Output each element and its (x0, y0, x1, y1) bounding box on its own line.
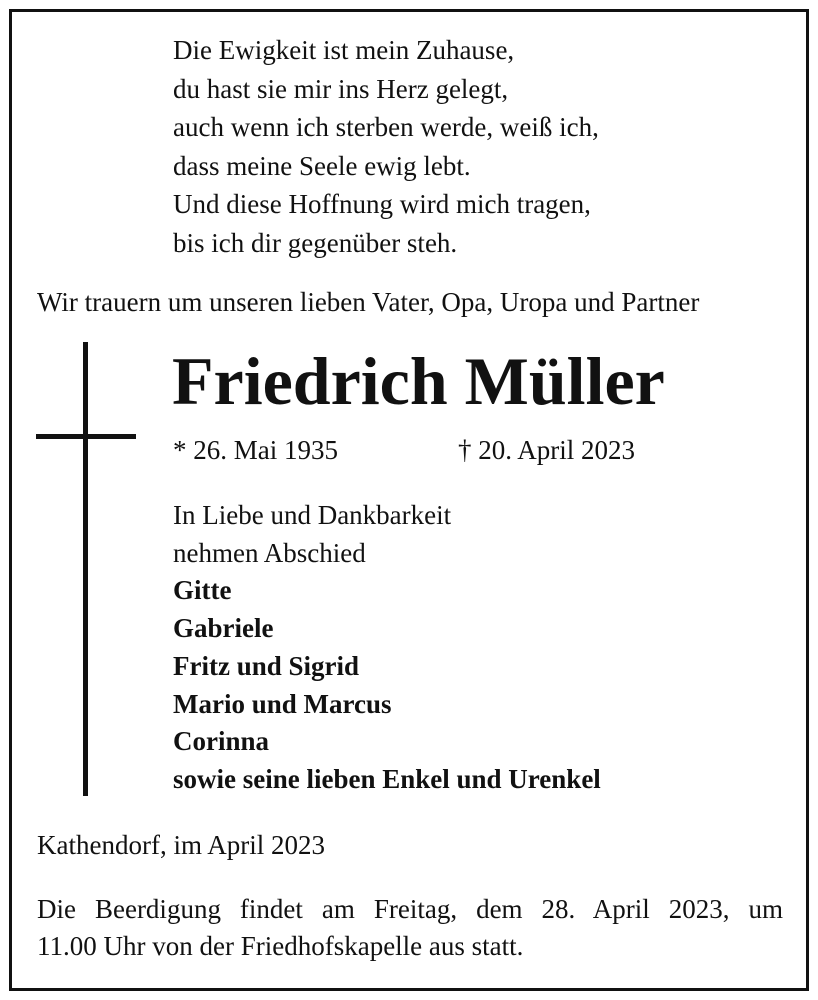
mourner-name: Gitte (173, 575, 232, 606)
poem-line: bis ich dir gegenüber steh. (173, 227, 458, 258)
mourner-name: Fritz und Sigrid (173, 650, 360, 681)
funeral-line: 11.00 Uhr von der Friedhofskapelle aus statt. (37, 931, 524, 961)
cross-icon-bar (36, 434, 136, 439)
mourning-intro: Wir trauern um unseren lieben Vater, Opa, Uropa und Partner (37, 287, 700, 317)
funeral-line: Die Beerdigung findet am Freitag, dem 28. April 2023, um (37, 894, 783, 924)
death-date: † 20. April 2023 (458, 435, 636, 465)
poem-line: auch wenn ich sterben werde, weiß ich, (173, 112, 599, 143)
poem-line: Und diese Hoffnung wird mich tragen, (173, 189, 591, 220)
poem-line: du hast sie mir ins Herz gelegt, (173, 73, 509, 104)
birth-date: * 26. Mai 1935 (173, 435, 338, 465)
poem (173, 31, 599, 263)
place-date: Kathendorf, im April 2023 (37, 830, 325, 860)
mourners-list (173, 497, 601, 799)
mourner-name: sowie seine lieben Enkel und Urenkel (173, 763, 601, 794)
deceased-name: Friedrich Müller (172, 343, 665, 419)
mourner-name: Gabriele (173, 613, 274, 644)
mourner-name: Mario und Marcus (173, 688, 392, 719)
poem-line: Die Ewigkeit ist mein Zuhause, (173, 35, 515, 65)
mourners-text: nehmen Abschied (173, 537, 366, 568)
cross-icon (83, 342, 88, 796)
mourner-name: Corinna (173, 726, 270, 757)
mourners-text: In Liebe und Dankbarkeit (173, 500, 452, 530)
funeral-notice (37, 891, 783, 965)
poem-line: dass meine Seele ewig lebt. (173, 150, 471, 181)
